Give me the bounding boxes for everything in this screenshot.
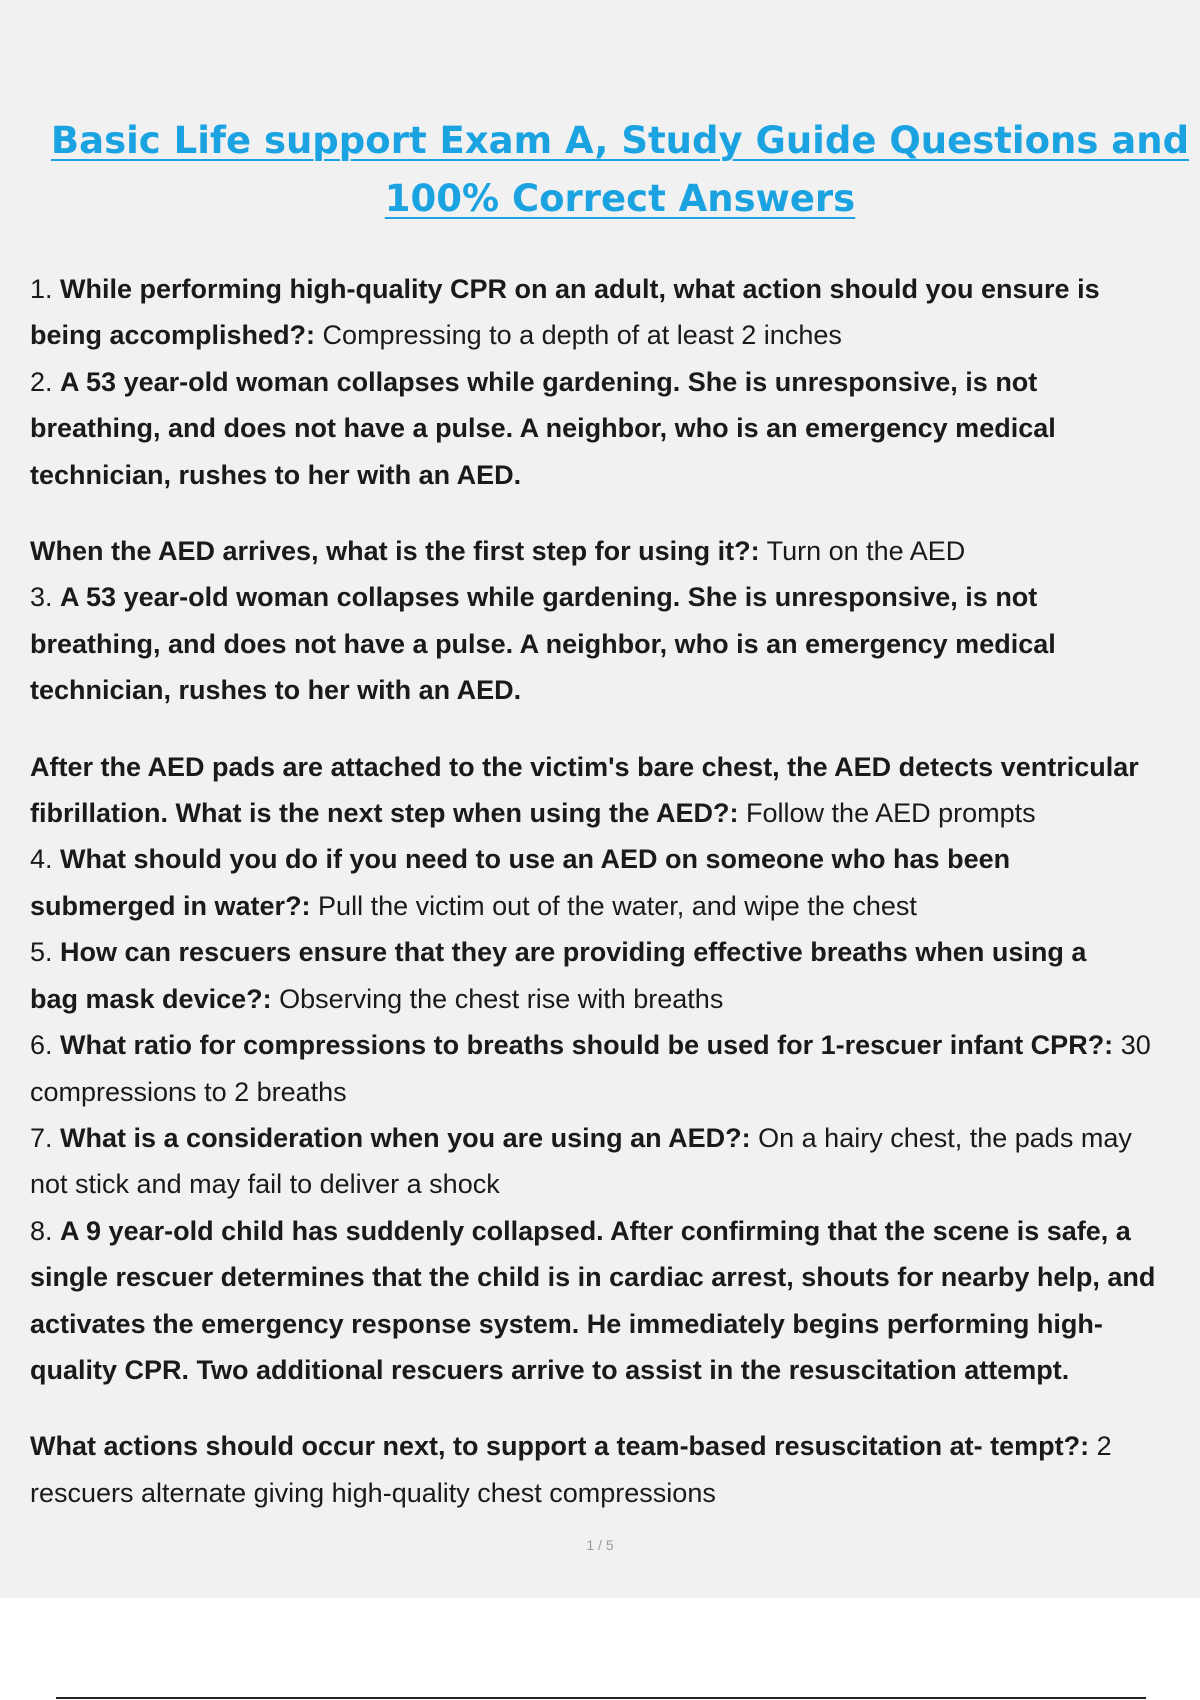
document-title (40, 112, 1200, 228)
question-number: 4. (30, 844, 61, 875)
question-number: 2. (30, 366, 61, 397)
question-line (30, 1069, 1200, 1115)
question-list (30, 266, 1200, 1516)
question-line (30, 574, 1200, 620)
question-text: fibrillation. What is the next step when using the AED?: (30, 798, 739, 829)
question-line (30, 312, 1200, 358)
page-indicator: 1 / 5 (586, 1537, 614, 1553)
question-line (30, 405, 1200, 451)
question-text: After the AED pads are attached to the victim's bare chest, the AED detects ventricular (30, 751, 1139, 782)
question-line (30, 1301, 1200, 1347)
question-line (30, 1022, 1200, 1068)
answer-text: not stick and may fail to deliver a shock (30, 1169, 500, 1200)
question-text: What should you do if you need to use an AED on someone who has been (60, 844, 1011, 875)
question-line (30, 976, 1200, 1022)
question-line (30, 790, 1200, 836)
question-line (30, 452, 1200, 498)
answer-text: Pull the victim out of the water, and wipe the chest (310, 890, 917, 921)
question-number: 3. (30, 582, 61, 613)
question-line (30, 266, 1200, 312)
question-text: When the AED arrives, what is the first step for using it?: (30, 536, 760, 567)
question-line (30, 1470, 1200, 1516)
question-text: being accomplished?: (30, 320, 316, 351)
answer-text: Follow the AED prompts (738, 798, 1036, 829)
question-text: breathing, and does not have a pulse. A neighbor, who is an emergency medical (30, 413, 1056, 444)
title-line-2: 100% Correct Answers (384, 177, 856, 220)
question-number: 7. (30, 1122, 61, 1153)
question-text: A 53 year-old woman collapses while gardening. She is unresponsive, is not (60, 582, 1038, 613)
question-text: activates the emergency response system. He immediately begins performing high- (30, 1308, 1103, 1339)
question-line (30, 929, 1200, 975)
question-line (30, 744, 1200, 790)
question-text: A 53 year-old woman collapses while gardening. She is unresponsive, is not (60, 366, 1038, 397)
question-line (30, 1254, 1200, 1300)
paragraph-gap (30, 714, 1200, 744)
answer-text: On a hairy chest, the pads may (750, 1122, 1132, 1153)
question-text: What actions should occur next, to support a team-based resuscitation at- tempt?: (30, 1431, 1090, 1462)
question-text: A 9 year-old child has suddenly collapsed. After confirming that the scene is safe, a (60, 1215, 1131, 1246)
question-line (30, 359, 1200, 405)
question-text: quality CPR. Two additional rescuers arrive to assist in the resuscitation attempt. (30, 1354, 1070, 1385)
question-line (30, 1347, 1200, 1393)
question-text: What ratio for compressions to breaths should be used for 1-rescuer infant CPR?: (60, 1030, 1114, 1061)
question-text: How can rescuers ensure that they are providing effective breaths when using a (60, 937, 1087, 968)
question-line (30, 1115, 1200, 1161)
question-line (30, 1161, 1200, 1207)
question-text: bag mask device?: (30, 983, 272, 1014)
question-text: submerged in water?: (30, 890, 311, 921)
question-text: What is a consideration when you are using an AED?: (60, 1122, 751, 1153)
question-number: 6. (30, 1030, 61, 1061)
question-number: 5. (30, 937, 61, 968)
question-line (30, 883, 1200, 929)
answer-text: compressions to 2 breaths (30, 1076, 347, 1107)
question-line (30, 528, 1200, 574)
answer-text: Turn on the AED (759, 536, 966, 567)
paragraph-gap (30, 1393, 1200, 1423)
title-line-1: Basic Life support Exam A, Study Guide Questions and (50, 119, 1190, 162)
question-line (30, 621, 1200, 667)
question-line (30, 1423, 1200, 1469)
page-divider (56, 1697, 1146, 1699)
question-line (30, 1208, 1200, 1254)
question-text: technician, rushes to her with an AED. (30, 675, 522, 706)
paragraph-gap (30, 498, 1200, 528)
question-number: 1. (30, 274, 61, 304)
question-text: breathing, and does not have a pulse. A neighbor, who is an emergency medical (30, 628, 1056, 659)
answer-text: 2 (1089, 1431, 1112, 1462)
question-text: technician, rushes to her with an AED. (30, 459, 522, 490)
question-text: While performing high-quality CPR on an adult, what action should you ensure is (60, 274, 1100, 304)
answer-text: 30 (1113, 1030, 1151, 1061)
question-line (30, 836, 1200, 882)
question-text: single rescuer determines that the child is in cardiac arrest, shouts for nearby help, and (30, 1262, 1156, 1293)
answer-text: rescuers alternate giving high-quality chest compressions (30, 1477, 716, 1508)
answer-text: Observing the chest rise with breaths (271, 983, 724, 1014)
question-line (30, 667, 1200, 713)
answer-text: Compressing to a depth of at least 2 inches (315, 320, 842, 351)
question-number: 8. (30, 1215, 61, 1246)
